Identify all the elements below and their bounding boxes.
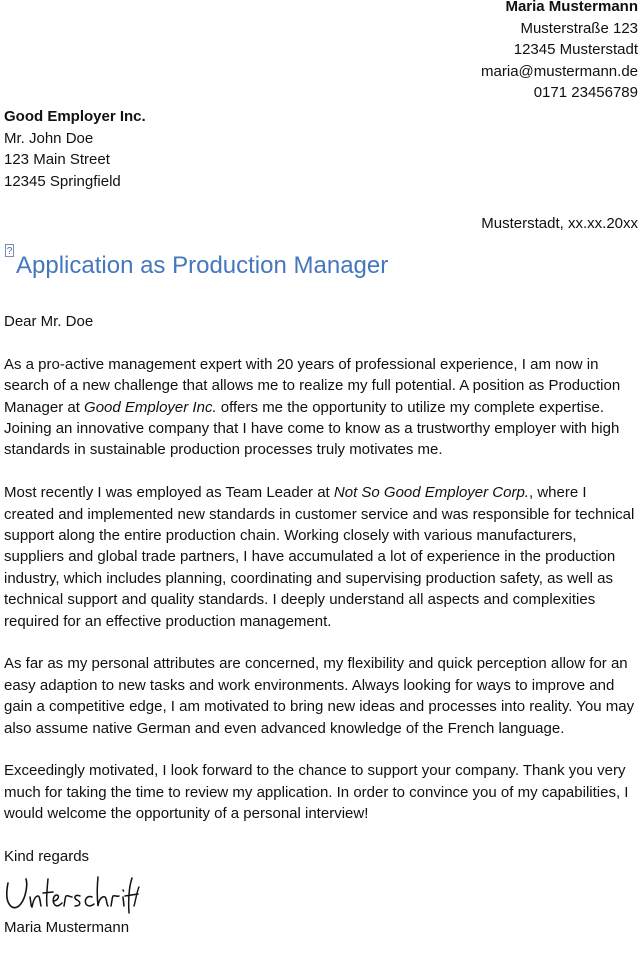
handwritten-signature [2, 869, 142, 917]
paragraph-intro-part-b: offers me the opportunity to utilize my complete expertise. Joining an innovative company that I have come to know as a trustworthy employer with high standards in sustainable production processes truly motivates me. [4, 398, 620, 459]
paragraph-experience [4, 482, 638, 632]
signer-name: Maria Mustermann [4, 919, 130, 937]
place-and-date: Musterstadt, xx.xx.20xx [481, 215, 638, 232]
sender-city: 12345 Musterstadt [513, 41, 638, 58]
broken-image-icon: ? [6, 246, 13, 257]
letter-body [4, 311, 638, 960]
letter-title: Application as Production Manager [16, 252, 389, 279]
sender-phone: 0171 23456789 [533, 84, 638, 101]
paragraph-experience-part-a: Most recently I was employed as Team Leader at [4, 484, 334, 502]
recipient-company: Good Employer Inc. [4, 108, 146, 125]
employer-name-emphasis: Good Employer Inc. [84, 398, 217, 416]
paragraph-closing: Exceedingly motivated, I look forward to the chance to support your company. Thank you very much for taking the time to review my application. In order to convince you of my capabilities, I would welcome the opportunity of a personal interview! [4, 762, 629, 823]
sender-street: Musterstraße 123 [520, 19, 638, 37]
paragraph-intro-part-a: As a pro-active management expert with 20 years of professional experience, I am now in search of a new challenge that allows me to realize my full potential. A position as Production Manager at [4, 355, 621, 416]
recipient-street: 123 Main Street [4, 151, 110, 168]
recipient-contact: Mr. John Doe [4, 129, 94, 147]
previous-employer-emphasis: Not So Good Employer Corp. [333, 484, 529, 502]
paragraph-intro [4, 354, 638, 461]
paragraph-attributes: As far as my personal attributes are concerned, my flexibility and quick perception allow for an easy adaption to new tasks and work environments. Always looking for ways to improve and gain a competitive edge, I am motivated to bring new ideas and processes into reality. You may also assume native German and even advanced knowledge of the French language. [4, 655, 635, 737]
recipient-city: 12345 Springfield [4, 172, 121, 190]
closing-phrase: Kind regards [4, 848, 90, 866]
sender-address-block [481, 0, 638, 104]
recipient-address-block [4, 106, 146, 192]
salutation: Dear Mr. Doe [4, 313, 94, 330]
paragraph-experience-part-b: , where I created and implemented new standards in customer service and was responsible for technical support along the entire production chain. Working closely with various manufacturers, suppliers and global trade partners, I have accumulated a lot of experience in the production industry, which includes planning, coordinating and supervising production safety, as well as technical support and quality standards. I deeply understand all aspects and complexities required for an effective production management. [4, 484, 635, 630]
sender-name: Maria Mustermann [505, 0, 638, 15]
sender-email: maria@mustermann.de [481, 62, 638, 80]
